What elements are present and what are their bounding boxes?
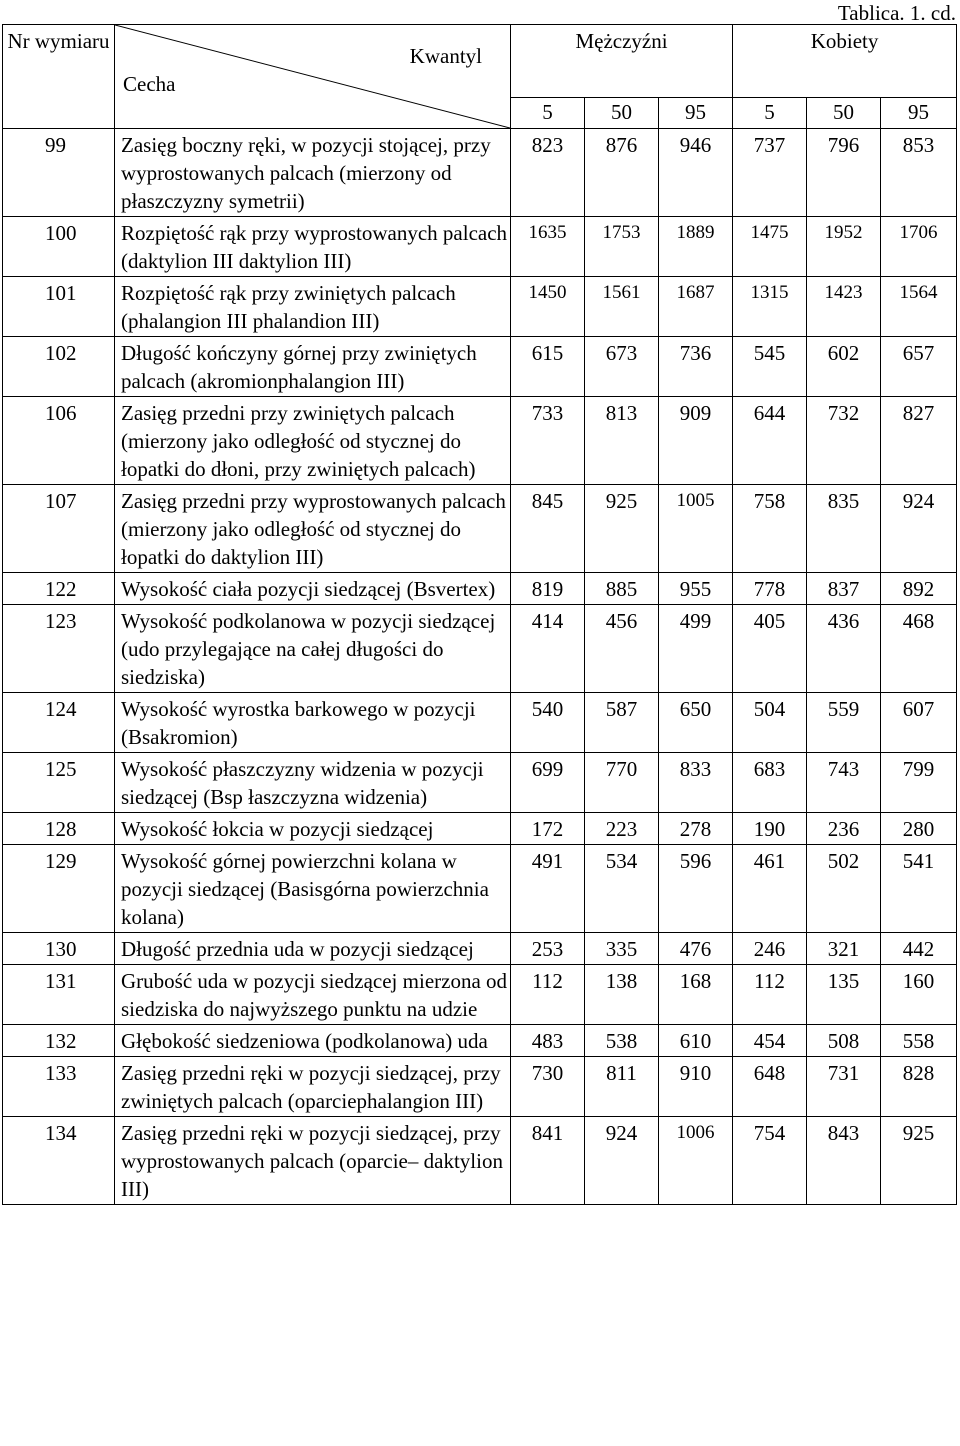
row-value-cell: 648 [733,1057,807,1117]
header-quantile: 5 [511,98,585,129]
row-value-cell: 823 [511,129,585,217]
header-quantile: 50 [585,98,659,129]
table-body [3,129,957,1205]
row-value-cell: 504 [733,693,807,753]
row-value-cell: 892 [881,573,957,605]
row-value-cell: 138 [585,965,659,1025]
table-row [3,1057,957,1117]
row-value-cell: 657 [881,337,957,397]
row-value-cell: 924 [585,1117,659,1205]
row-value-cell: 1561 [585,277,659,337]
row-value-cell: 610 [659,1025,733,1057]
table-row [3,337,957,397]
row-nr: 124 [3,693,115,753]
row-value-cell: 837 [807,573,881,605]
row-feature-name: Długość kończyny górnej przy zwiniętych palcach (akromionphalangion III) [115,337,511,397]
row-value-cell: 827 [881,397,957,485]
table-row [3,1025,957,1057]
row-value-cell: 236 [807,813,881,845]
row-feature-name: Wysokość wyrostka barkowego w pozycji (Bsakromion) [115,693,511,753]
row-value-cell: 925 [881,1117,957,1205]
row-feature-name: Głębokość siedzeniowa (podkolanowa) uda [115,1025,511,1057]
header-diagonal-cell [115,25,511,129]
row-value-cell: 168 [659,965,733,1025]
row-value-cell: 1564 [881,277,957,337]
row-nr: 125 [3,753,115,813]
row-feature-name: Zasięg przedni przy zwiniętych palcach (mierzony jako odległość od stycznej do łopatki do dłoni, przy zwiniętych palcach) [115,397,511,485]
row-value-cell: 607 [881,693,957,753]
row-value-cell: 534 [585,845,659,933]
table-row [3,693,957,753]
row-feature-name: Zasięg boczny ręki, w pozycji stojącej, przy wyprostowanych palcach (mierzony od płaszczyzny symetrii) [115,129,511,217]
row-value-cell: 835 [807,485,881,573]
row-nr: 134 [3,1117,115,1205]
row-value-cell: 468 [881,605,957,693]
table-row [3,1117,957,1205]
table-row [3,845,957,933]
table-row [3,129,957,217]
row-nr: 122 [3,573,115,605]
table-row [3,933,957,965]
table-row [3,277,957,337]
row-value-cell: 540 [511,693,585,753]
row-value-cell: 731 [807,1057,881,1117]
row-value-cell: 602 [807,337,881,397]
row-value-cell: 925 [585,485,659,573]
row-value-cell: 476 [659,933,733,965]
row-value-cell: 828 [881,1057,957,1117]
row-value-cell: 405 [733,605,807,693]
row-value-cell: 280 [881,813,957,845]
row-value-cell: 778 [733,573,807,605]
row-value-cell: 559 [807,693,881,753]
row-value-cell: 436 [807,605,881,693]
header-quantile: 5 [733,98,807,129]
row-value-cell: 946 [659,129,733,217]
row-nr: 107 [3,485,115,573]
row-value-cell: 1005 [659,485,733,573]
row-nr: 131 [3,965,115,1025]
row-value-cell: 737 [733,129,807,217]
row-value-cell: 1450 [511,277,585,337]
header-quantile: 95 [881,98,957,129]
row-value-cell: 754 [733,1117,807,1205]
row-value-cell: 758 [733,485,807,573]
row-value-cell: 278 [659,813,733,845]
row-value-cell: 1687 [659,277,733,337]
row-feature-name: Wysokość podkolanowa w pozycji siedzącej (udo przylegające na całej długości do siedziska) [115,605,511,693]
row-feature-name: Długość przednia uda w pozycji siedzącej [115,933,511,965]
header-women: Kobiety [733,25,957,98]
row-value-cell: 673 [585,337,659,397]
row-value-cell: 558 [881,1025,957,1057]
row-value-cell: 796 [807,129,881,217]
row-value-cell: 799 [881,753,957,813]
row-value-cell: 736 [659,337,733,397]
row-value-cell: 442 [881,933,957,965]
row-value-cell: 841 [511,1117,585,1205]
row-feature-name: Grubość uda w pozycji siedzącej mierzona od siedziska do najwyższego punktu na udzie [115,965,511,1025]
row-value-cell: 924 [881,485,957,573]
row-value-cell: 1635 [511,217,585,277]
row-value-cell: 1423 [807,277,881,337]
table-row [3,813,957,845]
row-nr: 99 [3,129,115,217]
row-value-cell: 1952 [807,217,881,277]
row-value-cell: 538 [585,1025,659,1057]
row-nr: 132 [3,1025,115,1057]
row-nr: 100 [3,217,115,277]
row-value-cell: 1315 [733,277,807,337]
row-value-cell: 615 [511,337,585,397]
table-row [3,217,957,277]
row-value-cell: 321 [807,933,881,965]
row-feature-name: Zasięg przedni ręki w pozycji siedzącej, przy zwiniętych palcach (oparciephalangion III) [115,1057,511,1117]
header-kwantyl: Kwantyl [409,44,482,68]
row-value-cell: 699 [511,753,585,813]
row-value-cell: 730 [511,1057,585,1117]
row-value-cell: 499 [659,605,733,693]
header-nr-wymiaru: Nr wymiaru [3,25,115,129]
row-value-cell: 955 [659,573,733,605]
row-value-cell: 650 [659,693,733,753]
row-nr: 129 [3,845,115,933]
row-feature-name: Wysokość górnej powierzchni kolana w pozycji siedzącej (Basisgórna powierzchnia kolana) [115,845,511,933]
table-row [3,605,957,693]
row-value-cell: 876 [585,129,659,217]
row-value-cell: 172 [511,813,585,845]
row-value-cell: 770 [585,753,659,813]
table-row [3,485,957,573]
row-value-cell: 508 [807,1025,881,1057]
row-value-cell: 1706 [881,217,957,277]
row-nr: 133 [3,1057,115,1117]
row-value-cell: 910 [659,1057,733,1117]
row-value-cell: 1753 [585,217,659,277]
table-row [3,965,957,1025]
row-value-cell: 819 [511,573,585,605]
row-feature-name: Rozpiętość rąk przy zwiniętych palcach (phalangion III phalandion III) [115,277,511,337]
row-value-cell: 414 [511,605,585,693]
row-feature-name: Wysokość ciała pozycji siedzącej (Bsvertex) [115,573,511,605]
header-quantile: 95 [659,98,733,129]
row-value-cell: 683 [733,753,807,813]
row-value-cell: 112 [511,965,585,1025]
row-value-cell: 223 [585,813,659,845]
row-value-cell: 843 [807,1117,881,1205]
table-row [3,397,957,485]
row-value-cell: 845 [511,485,585,573]
row-nr: 106 [3,397,115,485]
row-value-cell: 885 [585,573,659,605]
row-value-cell: 160 [881,965,957,1025]
row-feature-name: Rozpiętość rąk przy wyprostowanych palcach (daktylion III daktylion III) [115,217,511,277]
row-value-cell: 190 [733,813,807,845]
table-row [3,753,957,813]
row-value-cell: 1475 [733,217,807,277]
row-nr: 130 [3,933,115,965]
anthropometric-table [2,24,957,1205]
row-value-cell: 541 [881,845,957,933]
row-value-cell: 135 [807,965,881,1025]
row-value-cell: 811 [585,1057,659,1117]
row-value-cell: 853 [881,129,957,217]
row-value-cell: 491 [511,845,585,933]
row-value-cell: 909 [659,397,733,485]
row-feature-name: Zasięg przedni ręki w pozycji siedzącej, przy wyprostowanych palcach (oparcie– daktylion III) [115,1117,511,1205]
row-nr: 123 [3,605,115,693]
row-value-cell: 732 [807,397,881,485]
row-nr: 101 [3,277,115,337]
row-value-cell: 596 [659,845,733,933]
row-value-cell: 253 [511,933,585,965]
row-value-cell: 456 [585,605,659,693]
row-value-cell: 1006 [659,1117,733,1205]
header-cecha: Cecha [123,72,176,96]
row-nr: 102 [3,337,115,397]
row-value-cell: 587 [585,693,659,753]
row-feature-name: Wysokość łokcia w pozycji siedzącej [115,813,511,845]
row-value-cell: 813 [585,397,659,485]
row-value-cell: 335 [585,933,659,965]
row-value-cell: 112 [733,965,807,1025]
row-value-cell: 644 [733,397,807,485]
row-nr: 128 [3,813,115,845]
header-quantile: 50 [807,98,881,129]
row-value-cell: 483 [511,1025,585,1057]
row-value-cell: 833 [659,753,733,813]
row-value-cell: 502 [807,845,881,933]
row-value-cell: 545 [733,337,807,397]
table-caption: Tablica. 1. cd. [837,1,956,25]
row-value-cell: 733 [511,397,585,485]
row-value-cell: 461 [733,845,807,933]
row-value-cell: 743 [807,753,881,813]
table-row [3,573,957,605]
table-header [3,25,957,129]
row-value-cell: 1889 [659,217,733,277]
row-feature-name: Wysokość płaszczyzny widzenia w pozycji siedzącej (Bsp łaszczyzna widzenia) [115,753,511,813]
row-value-cell: 246 [733,933,807,965]
row-value-cell: 454 [733,1025,807,1057]
header-men: Mężczyźni [511,25,733,98]
row-feature-name: Zasięg przedni przy wyprostowanych palcach (mierzony jako odległość od stycznej do łopatki do daktylion III) [115,485,511,573]
